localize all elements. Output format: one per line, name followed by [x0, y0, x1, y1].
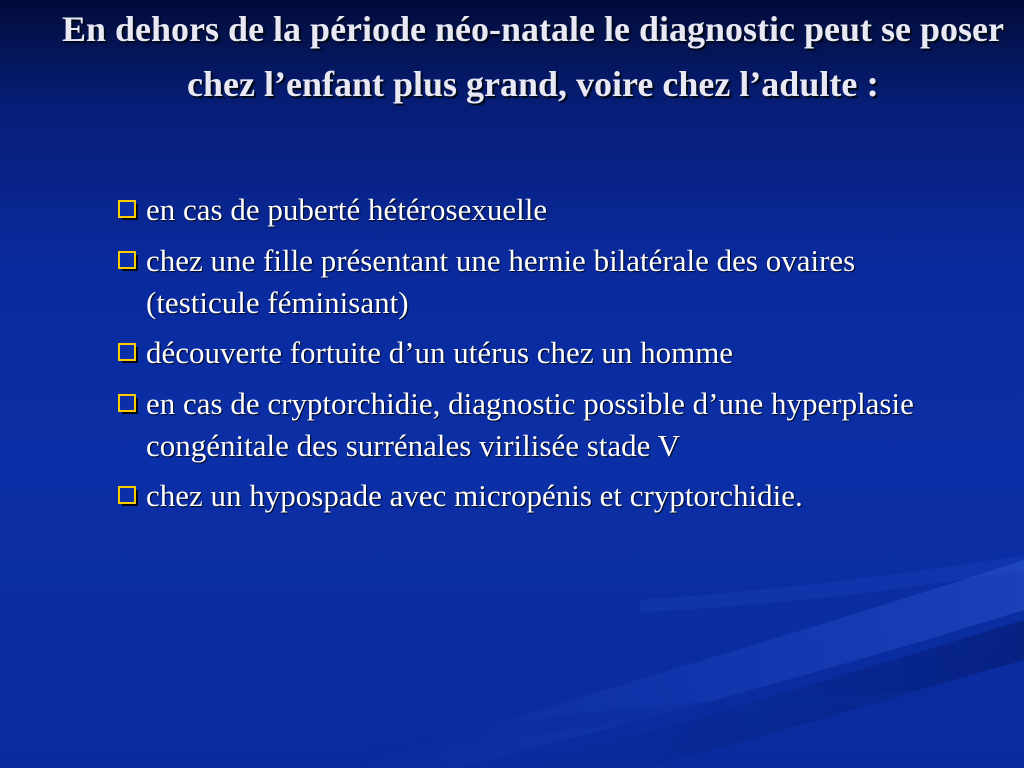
bullet-list	[116, 189, 966, 526]
bullet-text: découverte fortuite d’un utérus chez un homme	[146, 335, 734, 370]
bullet-item	[116, 383, 966, 467]
hollow-square-bullet-icon	[117, 393, 139, 415]
hollow-square-bullet-icon	[117, 485, 139, 507]
bullet-text: en cas de cryptorchidie, diagnostic possible d’une hyperplasie congénitale des surrénales virilisée stade V	[146, 385, 914, 463]
bullet-text: chez un hypospade avec micropénis et cryptorchidie.	[146, 478, 803, 513]
hollow-square-bullet-icon	[117, 342, 139, 364]
bullet-item	[116, 332, 966, 374]
hollow-square-bullet-icon	[117, 250, 139, 272]
bullet-text: en cas de puberté hétérosexuelle	[146, 192, 548, 227]
bullet-item	[116, 240, 966, 324]
hollow-square-bullet-icon	[117, 199, 139, 221]
slide-title-text: En dehors de la période néo-natale le diagnostic peut se poser chez l’enfant plus grand, voire chez l’adulte	[62, 9, 1004, 104]
bullet-item	[116, 475, 966, 517]
bullet-item	[116, 189, 966, 231]
bullet-text: chez une fille présentant une hernie bilatérale des ovaires (testicule féminisant)	[146, 242, 856, 320]
slide-title	[50, 2, 1016, 112]
slide-title-colon: :	[866, 63, 879, 105]
